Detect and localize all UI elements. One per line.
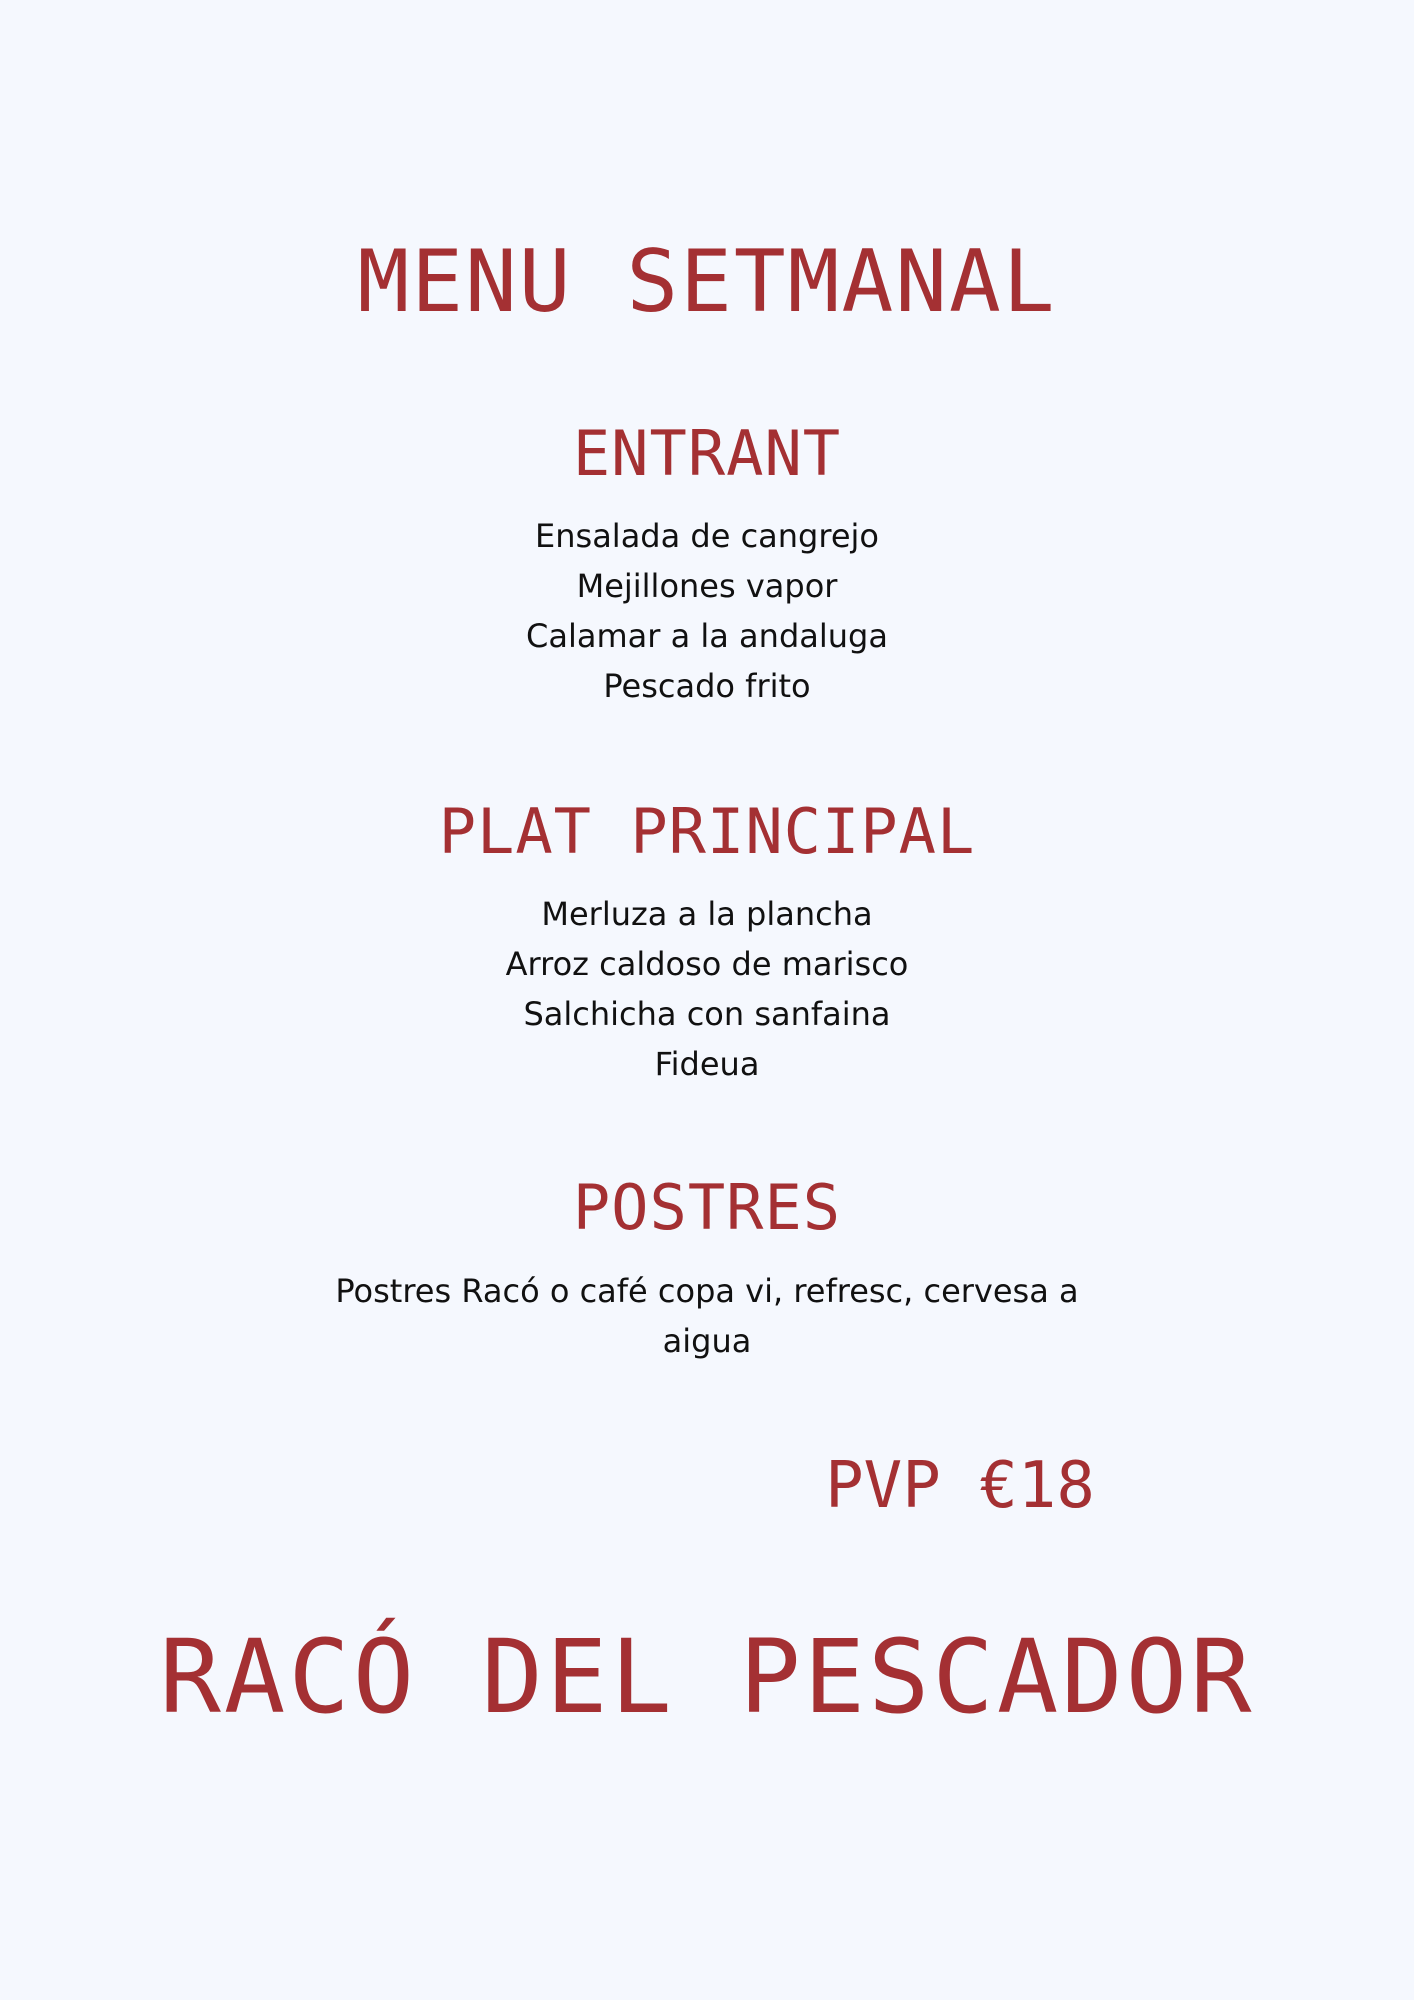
list-item: Calamar a la andaluga [526, 617, 888, 655]
postres-description: Postres Racó o café copa vi, refresc, cervesa a aigua [335, 1272, 1079, 1360]
list-item: Fideua [654, 1045, 760, 1083]
menu-title: MENU SETMANAL [357, 232, 1057, 332]
list-item: Merluza a la plancha [541, 895, 873, 933]
section-title-plat-principal: PLAT PRINCIPAL [438, 795, 976, 868]
list-item: Pescado frito [603, 667, 811, 705]
restaurant-name: RACÓ DEL PESCADOR [159, 1618, 1255, 1737]
plat-principal-list [0, 889, 1414, 1089]
list-item: Mejillones vapor [576, 567, 838, 605]
section-title-entrant: ENTRANT [572, 417, 842, 490]
entrant-list [0, 511, 1414, 711]
section-title-postres: POSTRES [572, 1171, 842, 1244]
list-item: Salchicha con sanfaina [523, 995, 891, 1033]
list-item: Arroz caldoso de marisco [505, 945, 909, 983]
price-label: PVP €18 [825, 1449, 1095, 1523]
list-item: Ensalada de cangrejo [535, 517, 879, 555]
